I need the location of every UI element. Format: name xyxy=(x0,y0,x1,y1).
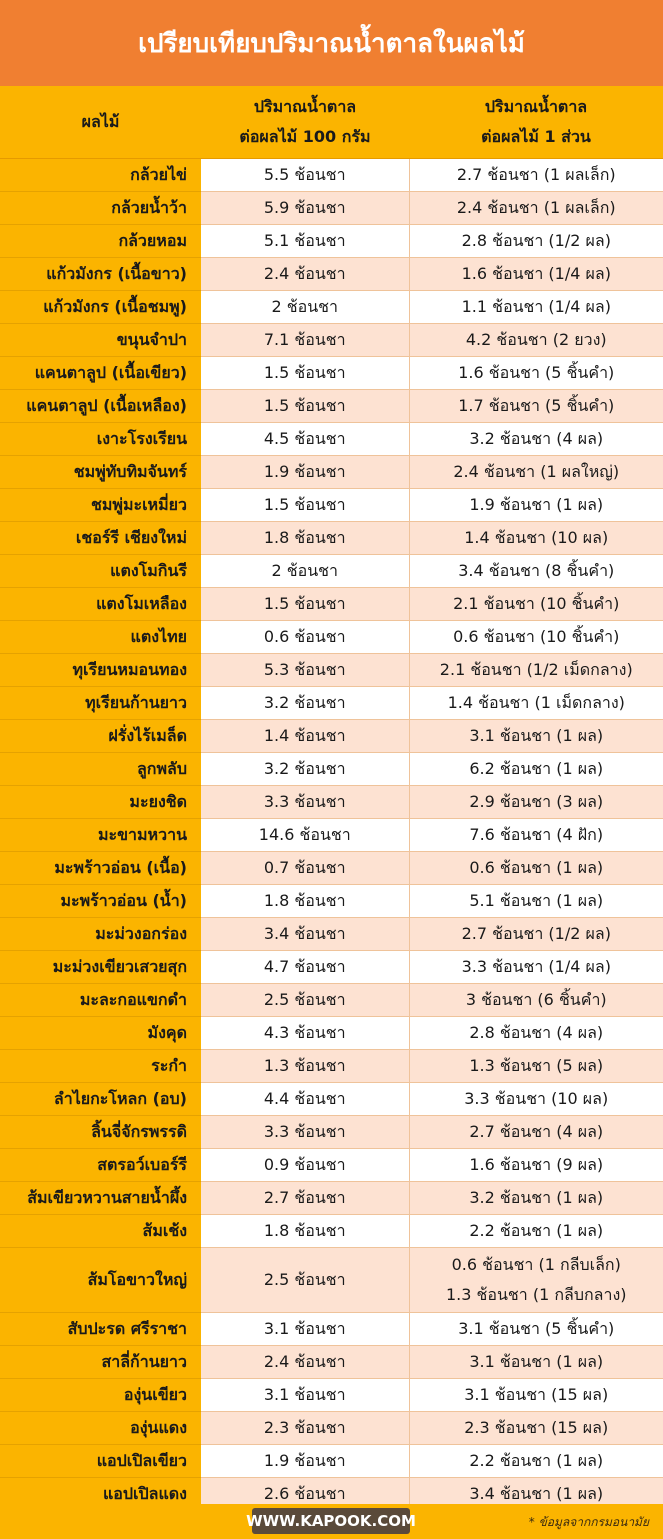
sugar-per-serving-line: 3.1 ช้อนชา (1 ผล) xyxy=(469,726,604,745)
sugar-per-100g-cell: 1.5 ช้อนชา xyxy=(201,588,409,621)
sugar-per-serving-cell xyxy=(409,654,663,687)
fruit-name-cell: แคนตาลูป (เนื้อเขียว) xyxy=(0,357,201,390)
fruit-name-cell: แตงไทย xyxy=(0,621,201,654)
sugar-per-serving-line: 6.2 ช้อนชา (1 ผล) xyxy=(469,759,604,778)
sugar-per-serving-line: 1.6 ช้อนชา (1/4 ผล) xyxy=(461,264,611,283)
sugar-per-serving-cell xyxy=(409,291,663,324)
fruit-name-cell: ส้มเช้ง xyxy=(0,1215,201,1248)
sugar-per-serving-cell xyxy=(409,951,663,984)
table-row xyxy=(0,390,663,423)
sugar-per-serving-line: 7.6 ช้อนชา (4 ฝัก) xyxy=(469,825,604,844)
sugar-per-100g-cell: 0.7 ช้อนชา xyxy=(201,852,409,885)
site-link[interactable]: WWW.KAPOOK.COM xyxy=(252,1508,410,1534)
table-row xyxy=(0,522,663,555)
sugar-per-100g-cell: 2.6 ช้อนชา xyxy=(201,1478,409,1511)
sugar-per-100g-cell: 5.1 ช้อนชา xyxy=(201,225,409,258)
sugar-per-serving-line: 3.2 ช้อนชา (4 ผล) xyxy=(469,429,604,448)
sugar-per-serving-line: 2.7 ช้อนชา (1/2 ผล) xyxy=(461,924,611,943)
sugar-per-100g-cell: 0.9 ช้อนชา xyxy=(201,1149,409,1182)
table-row xyxy=(0,1346,663,1379)
sugar-per-100g-cell: 0.6 ช้อนชา xyxy=(201,621,409,654)
table-row xyxy=(0,258,663,291)
table-row xyxy=(0,654,663,687)
sugar-per-serving-cell xyxy=(409,720,663,753)
fruit-name-cell: มะม่วงเขียวเสวยสุก xyxy=(0,951,201,984)
sugar-per-100g-cell: 2.5 ช้อนชา xyxy=(201,1248,409,1313)
table-row xyxy=(0,1116,663,1149)
sugar-per-serving-line: 3.4 ช้อนชา (8 ชิ้นคำ) xyxy=(458,561,615,580)
sugar-per-100g-cell: 1.9 ช้อนชา xyxy=(201,1445,409,1478)
fruit-name-cell: แคนตาลูป (เนื้อเหลือง) xyxy=(0,390,201,423)
fruit-name-cell: ทุเรียนหมอนทอง xyxy=(0,654,201,687)
sugar-per-serving-line: 3.2 ช้อนชา (1 ผล) xyxy=(469,1188,604,1207)
sugar-per-serving-cell xyxy=(409,1445,663,1478)
table-row xyxy=(0,720,663,753)
header-per-100g xyxy=(201,86,409,159)
sugar-per-serving-cell xyxy=(409,1412,663,1445)
sugar-per-100g-cell: 3.4 ช้อนชา xyxy=(201,918,409,951)
sugar-per-serving-cell xyxy=(409,852,663,885)
sugar-per-serving-cell xyxy=(409,1149,663,1182)
sugar-per-100g-cell: 5.5 ช้อนชา xyxy=(201,159,409,192)
fruit-name-cell: ชมพู่ทับทิมจันทร์ xyxy=(0,456,201,489)
sugar-per-100g-cell: 3.1 ช้อนชา xyxy=(201,1313,409,1346)
sugar-per-serving-cell xyxy=(409,1313,663,1346)
sugar-per-serving-line: 0.6 ช้อนชา (1 กลีบเล็ก) xyxy=(451,1255,621,1274)
table-row xyxy=(0,1182,663,1215)
table-row xyxy=(0,1313,663,1346)
sugar-per-100g-cell: 3.2 ช้อนชา xyxy=(201,753,409,786)
fruit-name-cell: ระกำ xyxy=(0,1050,201,1083)
header-per-100g-line1: ปริมาณน้ำตาล xyxy=(253,97,357,116)
table-row xyxy=(0,984,663,1017)
sugar-per-100g-cell: 2.3 ช้อนชา xyxy=(201,1412,409,1445)
sugar-per-100g-cell: 2.4 ช้อนชา xyxy=(201,1346,409,1379)
sugar-per-serving-cell xyxy=(409,522,663,555)
fruit-name-cell: องุ่นเขียว xyxy=(0,1379,201,1412)
sugar-per-serving-line: 2.8 ช้อนชา (4 ผล) xyxy=(469,1023,604,1042)
sugar-per-100g-cell: 4.7 ช้อนชา xyxy=(201,951,409,984)
sugar-per-serving-cell xyxy=(409,423,663,456)
sugar-per-serving-line: 5.1 ช้อนชา (1 ผล) xyxy=(469,891,604,910)
sugar-per-100g-cell: 5.9 ช้อนชา xyxy=(201,192,409,225)
sugar-per-100g-cell: 14.6 ช้อนชา xyxy=(201,819,409,852)
fruit-name-cell: กล้วยหอม xyxy=(0,225,201,258)
sugar-per-serving-cell xyxy=(409,1215,663,1248)
sugar-per-serving-line: 2.2 ช้อนชา (1 ผล) xyxy=(469,1221,604,1240)
sugar-per-serving-cell xyxy=(409,1017,663,1050)
sugar-per-serving-cell xyxy=(409,885,663,918)
sugar-per-serving-line: 3.3 ช้อนชา (1/4 ผล) xyxy=(461,957,611,976)
table-row xyxy=(0,1017,663,1050)
fruit-name-cell: มังคุด xyxy=(0,1017,201,1050)
fruit-name-cell: กล้วยไข่ xyxy=(0,159,201,192)
table-row xyxy=(0,1248,663,1313)
sugar-per-100g-cell: 1.3 ช้อนชา xyxy=(201,1050,409,1083)
fruit-name-cell: ส้มเขียวหวานสายน้ำผึ้ง xyxy=(0,1182,201,1215)
header-per-100g-line2: ต่อผลไม้ 100 กรัม xyxy=(239,127,371,146)
sugar-per-serving-cell xyxy=(409,786,663,819)
sugar-per-100g-cell: 3.1 ช้อนชา xyxy=(201,1379,409,1412)
sugar-per-serving-line: 1.6 ช้อนชา (5 ชิ้นคำ) xyxy=(458,363,615,382)
fruit-name-cell: สตรอว์เบอร์รี xyxy=(0,1149,201,1182)
page-title-text: เปรียบเทียบปริมาณน้ำตาลในผลไม้ xyxy=(138,28,525,59)
sugar-per-100g-cell: 1.5 ช้อนชา xyxy=(201,390,409,423)
sugar-per-serving-line: 2.7 ช้อนชา (1 ผลเล็ก) xyxy=(456,165,616,184)
sugar-per-serving-cell xyxy=(409,918,663,951)
table-row xyxy=(0,1379,663,1412)
table-row xyxy=(0,918,663,951)
sugar-per-100g-cell: 2.5 ช้อนชา xyxy=(201,984,409,1017)
sugar-per-serving-cell xyxy=(409,1050,663,1083)
sugar-per-100g-cell: 1.5 ช้อนชา xyxy=(201,489,409,522)
fruit-name-cell: กล้วยน้ำว้า xyxy=(0,192,201,225)
sugar-per-100g-cell: 4.5 ช้อนชา xyxy=(201,423,409,456)
table-row xyxy=(0,489,663,522)
sugar-per-serving-line: 3.1 ช้อนชา (5 ชิ้นคำ) xyxy=(458,1319,615,1338)
sugar-per-serving-line: 3.3 ช้อนชา (10 ผล) xyxy=(464,1089,609,1108)
fruit-name-cell: แตงโมเหลือง xyxy=(0,588,201,621)
sugar-per-100g-cell: 1.8 ช้อนชา xyxy=(201,522,409,555)
table-row xyxy=(0,1412,663,1445)
table-row xyxy=(0,357,663,390)
fruit-name-cell: มะขามหวาน xyxy=(0,819,201,852)
sugar-per-100g-cell: 3.2 ช้อนชา xyxy=(201,687,409,720)
sugar-per-serving-line: 2.4 ช้อนชา (1 ผลเล็ก) xyxy=(456,198,616,217)
sugar-per-serving-line: 3.1 ช้อนชา (1 ผล) xyxy=(469,1352,604,1371)
sugar-per-serving-cell xyxy=(409,588,663,621)
sugar-per-100g-cell: 2.7 ช้อนชา xyxy=(201,1182,409,1215)
fruit-name-cell: แก้วมังกร (เนื้อชมพู) xyxy=(0,291,201,324)
header-per-serving xyxy=(409,86,663,159)
table-header-row xyxy=(0,86,663,159)
sugar-per-100g-cell: 1.4 ช้อนชา xyxy=(201,720,409,753)
sugar-per-serving-line: 2.4 ช้อนชา (1 ผลใหญ่) xyxy=(453,462,620,481)
sugar-per-serving-cell xyxy=(409,390,663,423)
fruit-name-cell: ลำไยกะโหลก (อบ) xyxy=(0,1083,201,1116)
fruit-name-cell: ลิ้นจี่จักรพรรดิ xyxy=(0,1116,201,1149)
sugar-per-serving-line: 1.3 ช้อนชา (1 กลีบกลาง) xyxy=(445,1285,627,1304)
header-per-serving-line2: ต่อผลไม้ 1 ส่วน xyxy=(481,127,591,146)
sugar-per-serving-line: 2.1 ช้อนชา (1/2 เม็ดกลาง) xyxy=(439,660,633,679)
table-row xyxy=(0,1215,663,1248)
sugar-table xyxy=(0,86,663,1511)
fruit-name-cell: มะยงชิด xyxy=(0,786,201,819)
fruit-name-cell: องุ่นแดง xyxy=(0,1412,201,1445)
sugar-per-100g-cell: 3.3 ช้อนชา xyxy=(201,786,409,819)
sugar-per-100g-cell: 4.4 ช้อนชา xyxy=(201,1083,409,1116)
sugar-per-100g-cell: 4.3 ช้อนชา xyxy=(201,1017,409,1050)
table-row xyxy=(0,687,663,720)
fruit-name-cell: มะละกอแขกดำ xyxy=(0,984,201,1017)
sugar-per-serving-cell xyxy=(409,1182,663,1215)
fruit-name-cell: แอปเปิลเขียว xyxy=(0,1445,201,1478)
sugar-per-serving-line: 1.9 ช้อนชา (1 ผล) xyxy=(469,495,604,514)
sugar-per-serving-line: 2.2 ช้อนชา (1 ผล) xyxy=(469,1451,604,1470)
sugar-per-100g-cell: 1.8 ช้อนชา xyxy=(201,885,409,918)
fruit-name-cell: สาลี่ก้านยาว xyxy=(0,1346,201,1379)
fruit-name-cell: มะพร้าวอ่อน (น้ำ) xyxy=(0,885,201,918)
sugar-per-100g-cell: 2 ช้อนชา xyxy=(201,291,409,324)
sugar-per-serving-cell xyxy=(409,1379,663,1412)
fruit-name-cell: เชอร์รี เชียงใหม่ xyxy=(0,522,201,555)
table-row xyxy=(0,456,663,489)
sugar-per-serving-cell xyxy=(409,159,663,192)
table-row xyxy=(0,555,663,588)
header-fruit xyxy=(0,86,201,159)
sugar-per-serving-line: 1.7 ช้อนชา (5 ชิ้นคำ) xyxy=(458,396,615,415)
table-row xyxy=(0,588,663,621)
sugar-per-serving-line: 0.6 ช้อนชา (10 ชิ้นคำ) xyxy=(453,627,620,646)
fruit-name-cell: ส้มโอขาวใหญ่ xyxy=(0,1248,201,1313)
sugar-per-serving-line: 2.1 ช้อนชา (10 ชิ้นคำ) xyxy=(453,594,620,613)
sugar-per-100g-cell: 2.4 ช้อนชา xyxy=(201,258,409,291)
sugar-per-serving-cell xyxy=(409,258,663,291)
sugar-per-serving-line: 1.4 ช้อนชา (10 ผล) xyxy=(464,528,609,547)
table-row xyxy=(0,951,663,984)
fruit-name-cell: แตงโมกินรี xyxy=(0,555,201,588)
sugar-per-100g-cell: 2 ช้อนชา xyxy=(201,555,409,588)
fruit-name-cell: มะพร้าวอ่อน (เนื้อ) xyxy=(0,852,201,885)
sugar-per-serving-cell xyxy=(409,1248,663,1313)
table-row xyxy=(0,885,663,918)
sugar-per-serving-cell xyxy=(409,687,663,720)
sugar-per-serving-cell xyxy=(409,984,663,1017)
sugar-per-serving-line: 2.7 ช้อนชา (4 ผล) xyxy=(469,1122,604,1141)
table-row xyxy=(0,621,663,654)
fruit-name-cell: ขนุนจำปา xyxy=(0,324,201,357)
sugar-per-serving-cell xyxy=(409,621,663,654)
table-row xyxy=(0,225,663,258)
sugar-per-100g-cell: 5.3 ช้อนชา xyxy=(201,654,409,687)
sugar-per-serving-cell xyxy=(409,456,663,489)
sugar-per-serving-cell xyxy=(409,225,663,258)
page-title xyxy=(0,0,663,86)
sugar-per-100g-cell: 1.5 ช้อนชา xyxy=(201,357,409,390)
sugar-per-serving-line: 1.4 ช้อนชา (1 เม็ดกลาง) xyxy=(447,693,625,712)
table-row xyxy=(0,1083,663,1116)
table-row xyxy=(0,753,663,786)
sugar-per-serving-line: 3 ช้อนชา (6 ชิ้นคำ) xyxy=(465,990,607,1009)
source-note: * ข้อมูลจากกรมอนามัย xyxy=(528,1515,649,1529)
sugar-per-serving-line: 3.1 ช้อนชา (15 ผล) xyxy=(464,1385,609,1404)
fruit-name-cell: แอปเปิลแดง xyxy=(0,1478,201,1511)
header-fruit-label: ผลไม้ xyxy=(81,112,120,131)
table-row xyxy=(0,291,663,324)
fruit-name-cell: ฝรั่งไร้เมล็ด xyxy=(0,720,201,753)
table-row xyxy=(0,1050,663,1083)
fruit-name-cell: สับปะรด ศรีราชา xyxy=(0,1313,201,1346)
table-row xyxy=(0,423,663,456)
sugar-per-serving-cell xyxy=(409,1116,663,1149)
sugar-per-serving-line: 2.3 ช้อนชา (15 ผล) xyxy=(464,1418,609,1437)
sugar-per-serving-cell xyxy=(409,489,663,522)
sugar-per-serving-cell xyxy=(409,1346,663,1379)
table-row xyxy=(0,159,663,192)
fruit-name-cell: มะม่วงอกร่อง xyxy=(0,918,201,951)
fruit-name-cell: ชมพู่มะเหมี่ยว xyxy=(0,489,201,522)
sugar-per-100g-cell: 1.9 ช้อนชา xyxy=(201,456,409,489)
sugar-per-serving-line: 2.8 ช้อนชา (1/2 ผล) xyxy=(461,231,611,250)
sugar-per-serving-line: 2.9 ช้อนชา (3 ผล) xyxy=(469,792,604,811)
fruit-name-cell: ลูกพลับ xyxy=(0,753,201,786)
sugar-per-100g-cell: 3.3 ช้อนชา xyxy=(201,1116,409,1149)
sugar-per-serving-cell xyxy=(409,819,663,852)
sugar-per-100g-cell: 1.8 ช้อนชา xyxy=(201,1215,409,1248)
sugar-per-serving-cell xyxy=(409,192,663,225)
footer xyxy=(0,1504,663,1539)
fruit-name-cell: ทุเรียนก้านยาว xyxy=(0,687,201,720)
sugar-per-serving-line: 3.4 ช้อนชา (1 ผล) xyxy=(469,1484,604,1503)
sugar-per-serving-line: 4.2 ช้อนชา (2 ยวง) xyxy=(465,330,607,349)
sugar-per-serving-cell xyxy=(409,324,663,357)
sugar-per-serving-cell xyxy=(409,753,663,786)
table-row xyxy=(0,1445,663,1478)
table-row xyxy=(0,1149,663,1182)
table-row xyxy=(0,819,663,852)
sugar-per-serving-cell xyxy=(409,357,663,390)
sugar-per-serving-line: 0.6 ช้อนชา (1 ผล) xyxy=(469,858,604,877)
sugar-per-serving-line: 1.3 ช้อนชา (5 ผล) xyxy=(469,1056,604,1075)
header-per-serving-line1: ปริมาณน้ำตาล xyxy=(484,97,588,116)
fruit-name-cell: แก้วมังกร (เนื้อขาว) xyxy=(0,258,201,291)
sugar-per-serving-line: 1.1 ช้อนชา (1/4 ผล) xyxy=(461,297,611,316)
sugar-per-serving-cell xyxy=(409,555,663,588)
sugar-per-serving-line: 1.6 ช้อนชา (9 ผล) xyxy=(469,1155,604,1174)
table-body xyxy=(0,159,663,1511)
sugar-per-100g-cell: 7.1 ช้อนชา xyxy=(201,324,409,357)
fruit-name-cell: เงาะโรงเรียน xyxy=(0,423,201,456)
sugar-per-serving-cell xyxy=(409,1083,663,1116)
table-row xyxy=(0,852,663,885)
table-row xyxy=(0,786,663,819)
table-row xyxy=(0,192,663,225)
table-row xyxy=(0,324,663,357)
